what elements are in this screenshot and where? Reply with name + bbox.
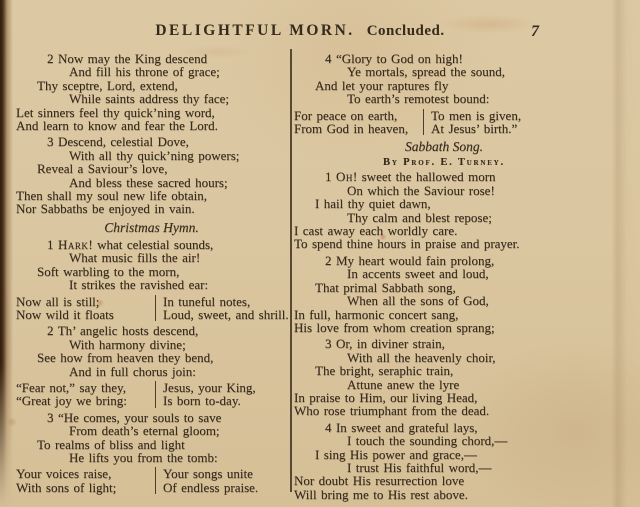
verse — [294, 254, 594, 334]
split-line-left: For peace on earth, — [294, 107, 398, 123]
split-line-right: To men is given, — [431, 107, 522, 123]
verse — [294, 421, 594, 501]
verse-line: I sing His power and grace,— — [315, 446, 477, 462]
verse-line: The bright, seraphic train, — [315, 363, 454, 379]
hymn-byline: By Prof. E. Turney. — [383, 157, 505, 169]
verse-line: With harmony divine; — [69, 336, 186, 352]
verse — [294, 170, 594, 250]
split-line-right: Loud, sweet, and shrill. — [163, 306, 289, 322]
verse-line: And in full chorus join: — [69, 363, 196, 379]
split-line-right: Is born to-day. — [163, 393, 241, 409]
verse-line: Thy sceptre, Lord, extend, — [37, 77, 178, 93]
split-line-left: “Fear not,” say they, — [16, 379, 126, 395]
verse-line: To realms of bliss and light — [37, 436, 185, 452]
split-right-half — [156, 381, 256, 408]
split-line-left: With sons of light; — [16, 479, 117, 495]
verse-line: In praise to Him, our living Head, — [294, 389, 478, 405]
verse-line: 4 “Glory to God on high! — [325, 51, 463, 66]
verse-line: See how from heaven they bend, — [37, 350, 214, 366]
verse-line: On which the Saviour rose! — [347, 182, 495, 198]
split-line-left: Now wild it floats — [16, 306, 114, 322]
verse-line: And learn to know and fear the Lord. — [16, 118, 218, 134]
split-line-right: In tuneful notes, — [163, 293, 251, 309]
verse — [294, 337, 594, 417]
verse-line: When all the sons of God, — [347, 293, 489, 309]
smallcaps-word: Hark — [57, 236, 89, 252]
smallcaps-word: Oh — [335, 169, 353, 185]
verse-line: And bless these sacred hours; — [69, 174, 228, 190]
verse-line: 3 Descend, celestial Dove, — [47, 134, 189, 150]
column-divider — [290, 49, 292, 492]
split-left-half — [16, 467, 156, 494]
verse-line: I touch the sounding chord,— — [347, 433, 508, 449]
verse — [16, 238, 287, 292]
verse-line: Thy calm and blest repose; — [347, 209, 492, 225]
verse-line: To spend thine hours in praise and prayer. — [294, 236, 520, 252]
split-line-left: Your voices raise, — [16, 466, 112, 482]
split-verse-lines — [16, 467, 287, 494]
verse-line: That primal Sabbath song, — [315, 279, 456, 295]
verse-line: 3 “He comes, your souls to save — [47, 409, 222, 425]
verse-line: In accents sweet and loud, — [347, 266, 489, 282]
verse — [16, 411, 287, 465]
verse-line: I trust His faithful word,— — [347, 459, 492, 475]
split-line-left: From God in heaven, — [294, 121, 409, 137]
verse-line: Will bring me to His rest above. — [294, 486, 468, 502]
split-verse-lines — [16, 295, 287, 322]
split-right-half — [424, 109, 521, 136]
verse — [16, 324, 287, 378]
book-gutter-edge — [0, 0, 13, 507]
verse-line: 2 My heart would fain prolong, — [325, 252, 495, 268]
split-verse-lines — [16, 381, 287, 408]
hymn-status: Concluded. — [366, 23, 445, 39]
verse-line: Nor Sabbaths be enjoyed in vain. — [16, 201, 195, 217]
verse-line: Then shall my soul new life obtain, — [16, 188, 207, 204]
right-column — [294, 52, 594, 504]
hymn-title: DELIGHTFUL MORN. — [155, 22, 355, 39]
page-number: 7 — [531, 23, 539, 40]
split-left-half — [16, 295, 156, 322]
verse-line: With all thy quick’ning powers; — [69, 147, 240, 163]
verse — [16, 135, 287, 215]
verse-line: While saints address thy face; — [69, 91, 230, 107]
verse-line: What music fills the air! — [69, 250, 201, 266]
split-right-half — [156, 295, 289, 322]
split-right-half — [156, 467, 258, 494]
split-line-right: Of endless praise. — [163, 479, 259, 495]
split-line-right: Your songs unite — [163, 466, 253, 482]
verse-line: And fill his throne of grace; — [69, 64, 220, 80]
left-column — [16, 52, 287, 497]
split-line-right: Jesus, your King, — [163, 379, 256, 395]
verse — [294, 52, 594, 106]
split-line-right: At Jesus’ birth.” — [431, 121, 518, 137]
verse-line: Let sinners feel thy quick’ning word, — [16, 104, 215, 120]
verse-line: He lifts you from the tomb: — [69, 449, 218, 465]
verse-line: Nor doubt His resurrection love — [294, 473, 465, 489]
verse-line: His love from whom creation sprang; — [294, 319, 495, 335]
verse-line: In full, harmonic concert sang, — [294, 306, 459, 322]
page-header — [0, 22, 600, 40]
verse-line: And let your raptures fly — [315, 77, 449, 93]
verse-line: It strikes the ravished ear: — [69, 277, 209, 293]
verse-line: 4 In sweet and grateful lays, — [325, 419, 478, 435]
verse — [16, 52, 287, 132]
verse-line: Who rose triumphant from the dead. — [294, 403, 490, 419]
hymn-heading: Sabbath Song. — [404, 139, 483, 155]
verse-line: I cast away each worldly care. — [294, 223, 458, 239]
verse-line: 1 Oh! sweet the hallowed morn — [325, 169, 496, 185]
split-verse-lines — [294, 109, 594, 136]
verse-line: From death’s eternal gloom; — [69, 423, 220, 439]
split-left-half — [16, 381, 156, 408]
verse-line: To earth’s remotest bound: — [347, 91, 490, 107]
verse-line: 2 Now may the King descend — [47, 51, 208, 66]
verse-line: Attune anew the lyre — [347, 376, 460, 392]
verse-line: 1 Hark! what celestial sounds, — [47, 236, 214, 252]
split-line-left: “Great joy we bring: — [16, 393, 127, 409]
hymn-heading: Christmas Hymn. — [104, 219, 199, 235]
verse-line: With all the heavenly choir, — [347, 349, 496, 365]
verse-line: I hail thy quiet dawn, — [315, 196, 431, 212]
verse-line: Reveal a Saviour’s love, — [37, 161, 168, 177]
split-line-left: Now all is still; — [16, 293, 100, 309]
hymn-columns — [16, 52, 634, 504]
verse-line: 2 Th’ angelic hosts descend, — [47, 323, 199, 339]
verse-line: Ye mortals, spread the sound, — [347, 64, 506, 80]
split-left-half — [294, 109, 424, 136]
verse-line: 3 Or, in diviner strain, — [325, 336, 445, 352]
verse-line: Soft warbling to the morn, — [37, 263, 180, 279]
